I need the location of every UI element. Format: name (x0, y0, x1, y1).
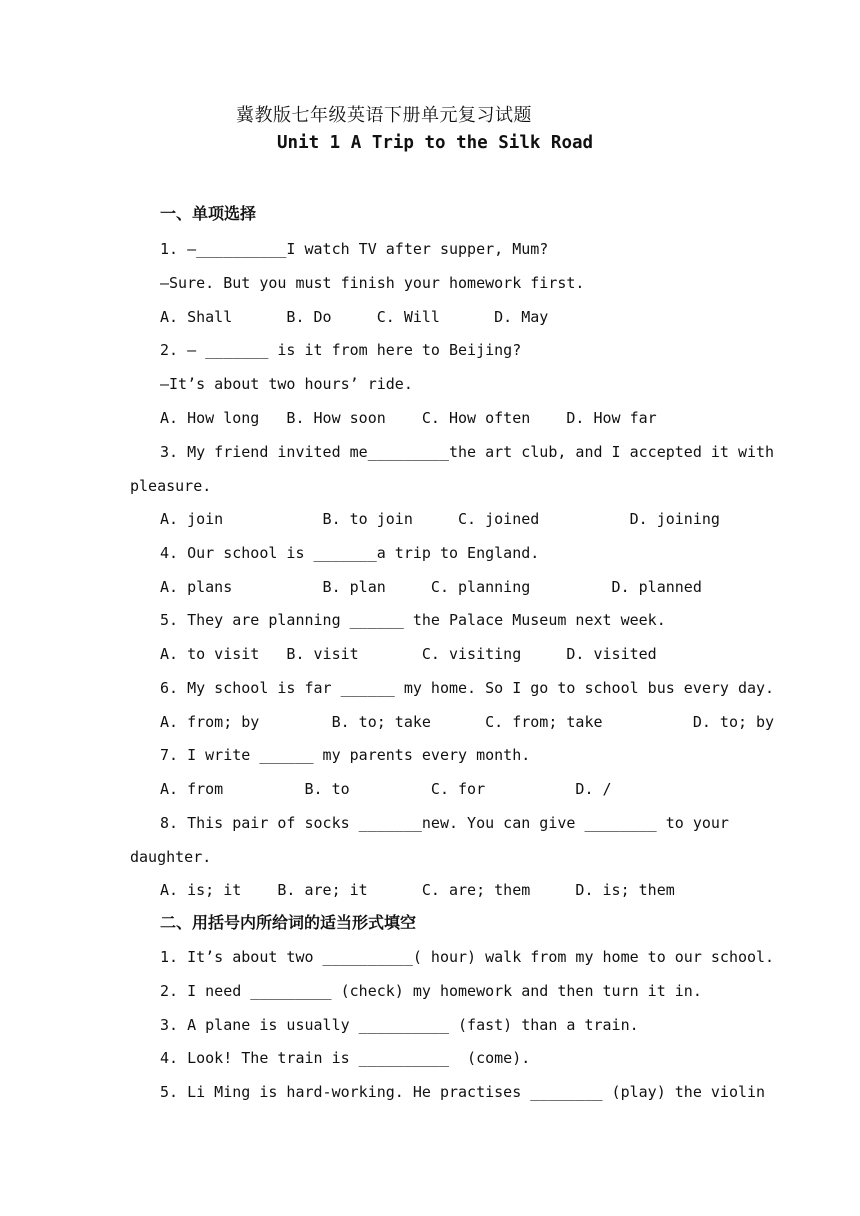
question-line: 4. Look! The train is __________ (come). (160, 1049, 531, 1067)
question-line: pleasure. (130, 477, 212, 495)
option-line: A. is; it B. are; it C. are; them D. is; them (160, 881, 675, 899)
question-line: 2. — _______ is it from here to Beijing? (160, 341, 522, 359)
section-heading-multiple-choice: 一、单项选择 (160, 204, 257, 223)
option-line: A. from; by B. to; take C. from; take D. to; by (160, 713, 775, 731)
question-line: 3. A plane is usually __________ (fast) than a train. (160, 1016, 639, 1034)
option-line: A. to visit B. visit C. visiting D. visited (160, 645, 657, 663)
option-line: A. join B. to join C. joined D. joining (160, 510, 720, 528)
option-line: A. from B. to C. for D. / (160, 780, 612, 798)
question-line: 8. This pair of socks _______new. You can give ________ to your (160, 814, 729, 832)
question-line: —It’s about two hours’ ride. (160, 375, 413, 393)
question-line: 5. Li Ming is hard-working. He practises ________ (play) the violin (160, 1083, 766, 1101)
document-title-chinese: 冀教版七年级英语下册单元复习试题 (236, 105, 532, 126)
question-line: 3. My friend invited me_________the art club, and I accepted it with (160, 443, 775, 461)
question-line: 2. I need _________ (check) my homework and then turn it in. (160, 982, 702, 1000)
option-line: A. plans B. plan C. planning D. planned (160, 578, 702, 596)
option-line: A. Shall B. Do C. Will D. May (160, 308, 549, 326)
question-line: 1. It’s about two __________( hour) walk from my home to our school. (160, 948, 775, 966)
section-heading-fill-in: 二、用括号内所给词的适当形式填空 (160, 913, 417, 932)
question-line: 1. —__________I watch TV after supper, Mum? (160, 240, 549, 258)
question-line: —Sure. But you must finish your homework first. (160, 274, 585, 292)
document-title-english: Unit 1 A Trip to the Silk Road (277, 133, 594, 153)
question-line: 4. Our school is _______a trip to England. (160, 544, 540, 562)
question-line: 7. I write ______ my parents every month. (160, 746, 531, 764)
question-line: 5. They are planning ______ the Palace Museum next week. (160, 611, 666, 629)
question-line: 6. My school is far ______ my home. So I go to school bus every day. (160, 679, 775, 697)
option-line: A. How long B. How soon C. How often D. How far (160, 409, 657, 427)
question-line: daughter. (130, 848, 212, 866)
